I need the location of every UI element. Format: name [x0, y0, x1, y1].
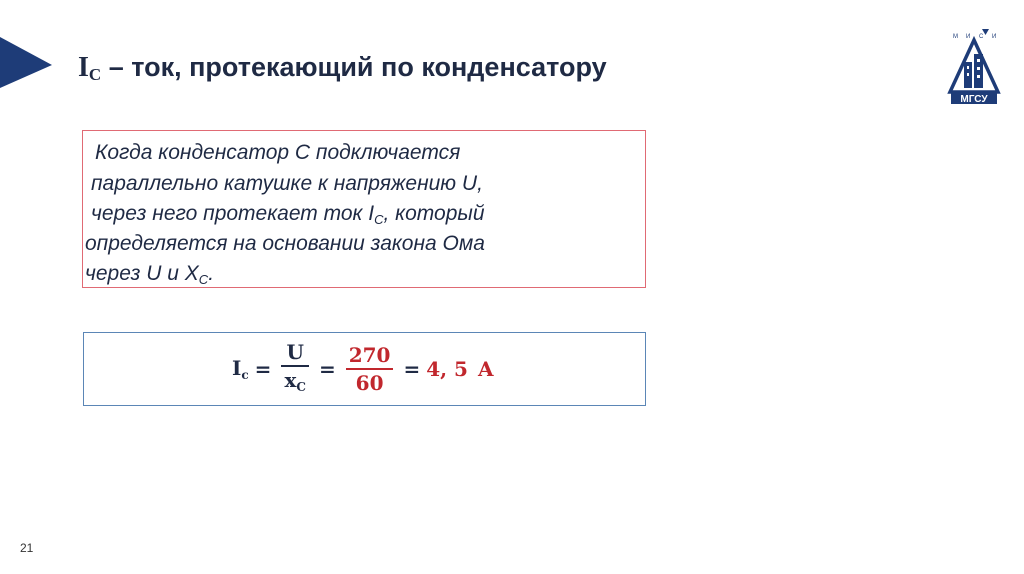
formula-result: 4, 5 [426, 357, 468, 381]
description-line-3-start: через него протекает ток I [91, 202, 375, 225]
logo-letter: И [992, 34, 997, 40]
formula-lhs-sub: c [241, 368, 249, 382]
title-text: – ток, протекающий по конденсатору [108, 52, 607, 82]
slide-title [78, 52, 607, 85]
description-line-4: определяется на основании закона Ома [85, 232, 485, 255]
logo-letter: М [953, 34, 958, 40]
title-symbol-sub: C [88, 65, 102, 84]
logo-letter: И [966, 34, 971, 40]
formula-equals: = [403, 357, 421, 381]
formula-equals: = [254, 357, 272, 381]
description-line-1: Когда конденсатор С подключается [95, 141, 461, 164]
formula-unit: A [477, 357, 494, 381]
formula-fraction-numeric [346, 342, 394, 396]
building-logo-icon [950, 40, 998, 92]
logo-letter: С [979, 34, 984, 40]
description-line-2: параллельно катушке к напряжению U, [91, 172, 483, 195]
formula-box [83, 332, 646, 406]
description-line-3-end: , который [383, 202, 485, 225]
page-number: 21 [20, 541, 34, 555]
fraction-denominator-symbol: x [284, 367, 297, 392]
fraction-denominator: 60 [355, 371, 384, 395]
university-logo [938, 26, 1010, 106]
title-symbol: I [78, 52, 89, 83]
formula-equals: = [318, 357, 336, 381]
description-box [82, 130, 646, 288]
description-line-3 [91, 203, 485, 226]
fraction-denominator-sub: C [296, 379, 306, 394]
formula-lhs-symbol: I [232, 356, 242, 380]
fraction-numerator: U [286, 339, 304, 364]
fraction-numerator: 270 [348, 343, 391, 367]
description-line-5-end: . [208, 262, 215, 285]
logo-text: МГСУ [960, 94, 988, 105]
description-line-5-sub: C [198, 272, 209, 287]
description-line-3-sub: C [374, 212, 384, 227]
description-line-5-start: через U и X [85, 262, 199, 285]
fraction-denominator [281, 367, 309, 400]
description-line-5 [85, 263, 214, 286]
ohm-law-formula [232, 339, 494, 399]
formula-lhs [232, 356, 249, 382]
slide-arrow-icon [0, 0, 60, 90]
formula-fraction-symbolic [281, 339, 309, 400]
